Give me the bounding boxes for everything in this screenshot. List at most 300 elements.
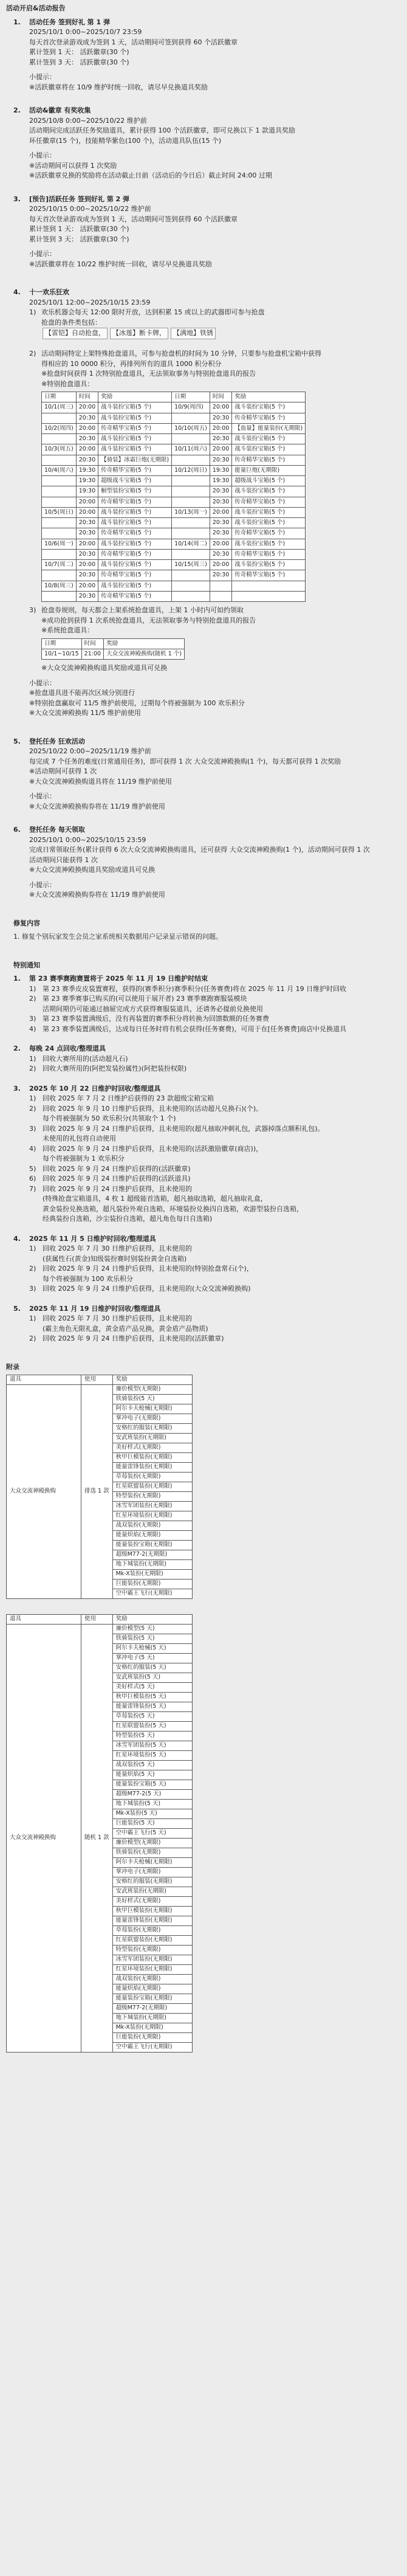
table-cell: 10/13(周一) [172, 507, 210, 517]
sub-number: 3) [29, 1124, 36, 1133]
activity-line: 每天首次登录游戏成为签到 1 天，活动期间可签到获得 60 个活跃徽章 [29, 215, 238, 223]
table-cell [172, 476, 210, 486]
table-cell [210, 581, 231, 591]
activity-line: 累计签到 3 天： 活跃徽章(30 个) [29, 58, 129, 66]
item-number: 3. [13, 1084, 21, 1093]
notice-item [13, 1234, 401, 1294]
sub-text: (特殊抢盘宝箱道具，4 枚 1 超级能首选箱，超凡抽取选箱，超凡抽取礼盒， [43, 1195, 267, 1203]
table-cell [172, 528, 210, 539]
sub-number: 1) [29, 308, 36, 316]
sub-number: 6) [29, 1175, 36, 1183]
reward-entry: 美好样式(无期限) [112, 1443, 192, 1453]
item-title-text: 2025 年 11 月 19 日维护时回收/整理道具 [29, 1304, 161, 1313]
sub-text: 第 23 赛季皮皮装置赛程，获得的(赛季积分)赛季积分(任务赛费)将在 2025 年 11 月 19 日维护时回收 [43, 984, 347, 993]
table-row [42, 444, 306, 455]
activity-line: 完成日常领取任务(累计获得 6 次大众交流神殿换购道具，还可获得 大众交流神殿换购(1 个)，活动期间可获得 1 次 [29, 846, 370, 854]
table-cell: 10/6(周一) [42, 539, 77, 549]
table-cell: 战斗装扮宝箱(5 个) [98, 402, 172, 413]
sub-text: 经典装扮自选箱，沙尘装扮自选箱，超凡角色每日自选箱) [43, 1215, 213, 1223]
activity-line: ※大众交流神殿换购道具将在 11/19 维护前使用 [29, 777, 172, 786]
item-title-text: 第 23 赛季赛跑赛置将于 2025 年 11 月 19 日维护时结束 [29, 975, 208, 982]
activity-line: 2025/10/15 0:00~2025/10/22 维护前 [29, 205, 151, 213]
reward-entry: 秋甲巨模装扮(无期限) [112, 1906, 192, 1916]
item-title-text: 登托任务 每天领取 [29, 826, 85, 834]
reward-entry: 秋甲巨模装扮(5 天) [112, 1692, 192, 1702]
reward-entry: 空中霸王飞行(无期限) [112, 1589, 192, 1599]
table-row [42, 560, 306, 570]
table-cell [232, 581, 306, 591]
table-cell: 战斗装扮宝箱(5 个) [98, 581, 172, 591]
reward-entry: Mk-X装扮(无期限) [112, 2023, 192, 2032]
sub-text: 回收 2025 年 7 月 30 日维护后获得，且未使用的 [43, 1245, 192, 1252]
table-cell: 战斗装扮宝箱(5 个) [98, 413, 172, 423]
table-header-cell: 时间 [76, 392, 98, 402]
notice-sub-line [43, 1324, 401, 1335]
notice-sub-line [29, 1014, 401, 1024]
reward-entry: 安武班装扮(5 天) [112, 1673, 192, 1682]
reward-entry: 红星联盟装扮(5 天) [112, 1721, 192, 1731]
sub-text: 欢乐机器会每天 12:00 限时开放，达到积累 15 或以上的武器即可参与抢盘 [41, 308, 265, 316]
table-cell: 20:00 [210, 402, 231, 413]
rule-tag: 【满地】铁锈 [171, 328, 216, 339]
reward-header-cell: 道具 [7, 1375, 81, 1385]
table-row [42, 549, 306, 559]
reward-entry: 超级M77-2(无期限) [112, 2003, 192, 2013]
rule-tag: 【冰莲】断卡牌， [110, 328, 168, 339]
table-cell [172, 497, 210, 507]
activity-line: 累计签到 1 天： 活跃徽章(30 个) [29, 48, 129, 56]
table-cell [172, 591, 210, 601]
table-cell: 19:30 [76, 465, 98, 475]
reward-header-cell: 使用 [81, 1375, 113, 1385]
table-cell: 能量巨炮(无期限) [232, 465, 306, 475]
sub-text: 回收 2025 年 9 月 10 日维护后获得，且未使用的(活动超凡兑换石)(个)。 [43, 1104, 263, 1113]
table-cell [42, 570, 77, 581]
table-cell: 战斗装扮宝箱(5 个) [98, 539, 172, 549]
special-notice-title: 特别通知 [13, 961, 40, 969]
reward-entry: 美好样式(无期限) [112, 1896, 192, 1906]
item-number: 2. [13, 106, 21, 114]
table-cell: 传奇精华宝箱(5 个) [98, 549, 172, 559]
holiday-sub-line [29, 349, 401, 359]
table-cell: 10/7(周二) [42, 560, 77, 570]
holiday-sub-line [29, 308, 401, 318]
table-cell: 传奇精华宝箱(5 个) [98, 497, 172, 507]
notice-sub-line [43, 1274, 401, 1285]
sub-text: 回收 2025 年 7 月 30 日维护后获得，且未使用的 [43, 1314, 192, 1322]
holiday-section [13, 288, 401, 719]
activity-title [13, 825, 401, 835]
item-number: 4. [13, 288, 21, 296]
table-cell: 20:30 [76, 413, 98, 423]
reward-entry: 能量炽焰(5 天) [112, 1770, 192, 1780]
appendix-title: 附录 [6, 1362, 19, 1371]
reward-entry: 空中霸王飞行(5 天) [112, 1828, 192, 1838]
reward-entry: 掌冲电子(无期限) [112, 1414, 192, 1424]
table-cell [172, 434, 210, 444]
table-row [42, 413, 306, 423]
sub-text: 黄金装扮兑换选箱，超凡装扮外观自选箱，环境装扮兑换四自选箱，欢游型装扮自选箱， [43, 1204, 303, 1213]
reward-header-cell: 使用 [81, 1614, 113, 1624]
sub-text: 回收 2025 年 9 月 24 日维护后获得的(活跃道具) [43, 1175, 191, 1183]
sub-number: 7) [29, 1184, 36, 1193]
tip-line: ※特别抢盘赢取可 11/5 维护前使用，过期每个将被强制为 100 欢乐积分 [29, 699, 245, 707]
table-cell: 20:30 [210, 528, 231, 539]
table-cell [172, 455, 210, 465]
table-cell: 20:30 [210, 434, 231, 444]
item-title-text: [预告]活跃任务 签到好礼 第 2 弹 [29, 195, 130, 203]
table-cell: 10/11(周六) [172, 444, 210, 455]
activity-line: 累计签到 1 天： 活跃徽章(30 个) [29, 225, 129, 233]
table-row [42, 539, 306, 549]
table-cell: 战斗装扮宝箱(5 个) [98, 444, 172, 455]
activity-line: 2025/10/1 0:00~2025/10/15 23:59 [29, 835, 146, 844]
notice-item [13, 974, 401, 1034]
reward-usage: 随机 1 款 [81, 1624, 113, 2052]
table-cell: 超级战斗宝箱(5 个) [232, 476, 306, 486]
table-cell: 20:30 [210, 549, 231, 559]
table-cell: 传奇精华宝箱(5 个) [98, 423, 172, 433]
sub-number: 1) [29, 984, 36, 993]
table-cell [42, 591, 77, 601]
reward-entry: 超级M77-2(无期限) [112, 1550, 192, 1560]
sub-text: (获属性石(黄金)知级装扮赛时别装扮黄金自选箱) [43, 1254, 187, 1263]
reward-entry: 草莓装扮(无期限) [112, 1925, 192, 1935]
table-cell: 20:30 [210, 518, 231, 528]
activity-item [13, 825, 401, 900]
reward-entry: 特型装扮(无期限) [112, 1945, 192, 1955]
table-cell [172, 570, 210, 581]
activity-line: 累计签到 3 天： 活跃徽章(30 个) [29, 235, 129, 243]
activity-line: 环任徽章(15 个)，技能精华紫色(100 个)，活动道具队伍(15 个) [29, 136, 222, 145]
reward-entry: 巨能装扮(5 天) [112, 1818, 192, 1828]
table-cell: 传奇精华宝箱(5 个) [98, 570, 172, 581]
activity-line: 活动期间完成活跃任务奖励道具，累计获得 100 个活跃徽章，即可兑换以下 1 款道具奖励 [29, 126, 295, 134]
table-cell: 20:30 [210, 486, 231, 497]
table-cell [172, 413, 210, 423]
reward-entry: 安格红的服装(5 天) [112, 1663, 192, 1673]
reward-item-name: 大众交流神殿换购 [7, 1624, 81, 2052]
notice-sub-line [43, 1254, 401, 1265]
sub-text: 未使用的礼包将自动使用 [43, 1134, 116, 1142]
reward-entry: 地下城装扮(无期限) [112, 2013, 192, 2023]
reward-entry: 特型装扮(无期限) [112, 1492, 192, 1502]
table-cell: 战斗装扮宝箱(5 个) [232, 434, 306, 444]
table-cell: 传奇精华宝箱(5 个) [232, 413, 306, 423]
table-cell [42, 455, 77, 465]
table-header-cell: 日期 [42, 392, 77, 402]
table-cell: 20:30 [76, 455, 98, 465]
table-cell: 战斗装扮宝箱(5 个) [98, 434, 172, 444]
table-header-cell: 日期 [42, 638, 82, 649]
reward-entry: 能量炽焰(无期限) [112, 1531, 192, 1541]
table-cell: 20:00 [76, 423, 98, 433]
item-title-text: 登托任务 狂欢活动 [29, 737, 85, 745]
table-cell: 战斗装扮宝箱(5 个) [232, 518, 306, 528]
reward-entry: 草莓装扮(无期限) [112, 1473, 192, 1482]
table-cell: 20:00 [76, 402, 98, 413]
fix-note-line: 1. 修复个别玩家发生会员之家系统相关数据用户记录显示错误的问题。 [13, 933, 222, 941]
reward-usage: 排选 1 款 [81, 1385, 113, 1599]
appendix-section [6, 1362, 401, 2053]
sub-text: 活动期间特定上架特殊抢盘道具，可参与抢盘机的时间为 10 分钟，只要参与抢盘机宝箱中获得 [41, 350, 321, 357]
reward-row [7, 1385, 193, 1395]
sub-number: 2) [29, 1335, 36, 1342]
activity-title [13, 106, 401, 116]
notice-sub-line [29, 984, 401, 995]
reward-header-cell: 奖励 [112, 1375, 192, 1385]
sub-text: 回收 2025 年 7 月 2 日维护后获得的 23 款超级宝箱宝箱 [43, 1094, 214, 1102]
reward-entry: 阿尔卡夫枪械(无期限) [112, 1857, 192, 1867]
sub-text: 回收 2025 年 9 月 24 日维护后获得，且未使用的(超凡抽取冲刺礼包，武器掉落点额积礼包)。 [43, 1124, 324, 1133]
reward-entry: 铁骑装扮(无期限) [112, 1848, 192, 1857]
table-cell: 10/1(周三) [42, 402, 77, 413]
table-cell: 19:30 [76, 476, 98, 486]
holiday-sub-line: ※抢盘时间获得 1 次特别抢盘道具，无法领取事务与特别抢盘道具的报告 [41, 370, 256, 378]
notice-sub-line [29, 1144, 401, 1155]
table-cell: 20:00 [210, 423, 231, 433]
sub-text: 活期间期仍可能通过抽屉完成方式获得赛服装道具，还请务必提前兑换使用 [43, 1004, 263, 1013]
reward-entry: 冰雪军团装扮(无期限) [112, 1955, 192, 1964]
table-cell: 20:30 [210, 413, 231, 423]
item-title-text: 每晚 24 点回收/整理道具 [29, 1045, 106, 1052]
holiday-sub-line: ※系统抢盘道具： [41, 626, 94, 634]
table-cell [172, 486, 210, 497]
notice-sub-line [29, 1164, 401, 1175]
table-row [42, 649, 185, 659]
activity-line: ※大众交流神殿换购道具奖励或道具可兑换 [29, 866, 156, 874]
reward-entry: 能量雷锋装扮(无期限) [112, 1916, 192, 1925]
reward-entry: 能量装扮宝箱(无期限) [112, 1994, 192, 2003]
tip-line: ※大众交流神殿换购券将在 11/19 维护前使用 [29, 891, 165, 899]
table-cell [42, 434, 77, 444]
table-cell: 战斗装扮宝箱(5 个) [232, 560, 306, 570]
sub-number: 5) [29, 1164, 36, 1173]
rule-tags [41, 328, 401, 339]
table-cell: 20:00 [76, 444, 98, 455]
sub-number: 2) [29, 1265, 36, 1272]
holiday-sub-line: 抢盘的条件类包括： [41, 318, 101, 326]
notice-sub-line [29, 1124, 401, 1134]
table-cell [42, 549, 77, 559]
notice-item [13, 1084, 401, 1224]
tip-line: ※活跃徽章将在 10/22 维护时统一回收，请尽早兑换道具奖励 [29, 260, 212, 268]
notice-item-title [13, 1044, 401, 1054]
table-cell [42, 476, 77, 486]
reward-entry: 空中霸王飞行(无期限) [112, 2042, 192, 2052]
item-title-text: 活动任务 签到好礼 第 1 弹 [29, 18, 110, 26]
table-cell: 10/5(周日) [42, 507, 77, 517]
table-header-cell: 奖励 [232, 392, 306, 402]
table-row [42, 591, 306, 601]
table-cell [42, 497, 77, 507]
tip-line: ※活动期间可以获得 1 次奖励 [29, 161, 117, 170]
notice-sub-line [29, 1054, 401, 1065]
notice-item-title [13, 1084, 401, 1094]
special-notice-section [13, 961, 401, 1344]
table-cell: 大众交流神殿换购(随机 1 个) [104, 649, 185, 659]
sub-text: 第 23 赛季装置满级后，没有再装置的赛季积分将转换为回馈数额的任务赛费 [43, 1015, 269, 1023]
reward-entry: Mk-X装扮(无期限) [112, 1570, 192, 1580]
table-row [42, 465, 306, 475]
table-note: ※大众交流神殿换购道具奖励或道具可兑换 [41, 664, 168, 672]
tip-line: ※活跃徽章兑换的奖励将在活动截止日前（活动后的今日后）截止时间 24:00 过期 [29, 171, 272, 179]
tip-line: ※抢盘道具进不能再次区域分别进行 [29, 689, 135, 697]
reward-entry: 冰雪军团装扮(5 天) [112, 1741, 192, 1750]
notice-sub-line [29, 1244, 401, 1254]
reward-entry: 红星环境装扮(无期限) [112, 1511, 192, 1521]
table-cell: 战斗装扮宝箱(5 个) [232, 486, 306, 497]
table-header-cell: 奖励 [98, 392, 172, 402]
sub-text: (霸主角色无限礼盒，黄金盾产品兑换，黄金盾产品物质) [43, 1324, 208, 1333]
reward-entry: 巨能装扮(无期限) [112, 1580, 192, 1589]
reward-entry: 地下城装扮(无期限) [112, 1560, 192, 1570]
table-cell: 传奇精华宝箱(5 个) [232, 528, 306, 539]
table-row [42, 518, 306, 528]
reward-entry: 廉价模型(无期限) [112, 1838, 192, 1848]
table-cell: 【骑装】冰霜巨炮(无期限) [98, 455, 172, 465]
reward-entry: 战双装扮(无期限) [112, 1974, 192, 1984]
table-cell: 20:30 [76, 570, 98, 581]
notice-item-title [13, 1234, 401, 1245]
reward-entry: 能量雷锋装扮(无期限) [112, 1463, 192, 1473]
item-number: 5. [13, 737, 21, 745]
reward-entry: 安格红的服装(无期限) [112, 1877, 192, 1887]
tips-title: 小提示： [29, 250, 56, 258]
system-draw-table [41, 638, 185, 660]
table-header-cell: 日期 [172, 392, 210, 402]
reward-entry: 能量装扮宝箱(5 天) [112, 1780, 192, 1789]
notice-sub-line [29, 1024, 401, 1035]
table-cell: 10/2(周四) [42, 423, 77, 433]
table-cell: 20:30 [210, 497, 231, 507]
sub-text: 回收 2025 年 9 月 24 日维护后获得的(活跃徽章) [43, 1164, 191, 1173]
special-draw-table [41, 392, 306, 602]
table-cell: 10/12(周日) [172, 465, 210, 475]
table-cell [42, 518, 77, 528]
table-cell: 10/8(周三) [42, 581, 77, 591]
table-cell: 20:30 [76, 434, 98, 444]
table-cell: 战斗装扮宝箱(5 个) [98, 518, 172, 528]
task-activities-section [13, 737, 401, 900]
sub-number: 1) [29, 1054, 36, 1063]
item-number: 4. [13, 1234, 21, 1243]
notice-sub-line [29, 1334, 401, 1344]
table-row [42, 497, 306, 507]
reward-entry: 红星联盟装扮(无期限) [112, 1935, 192, 1945]
table-cell: 传奇精华宝箱(5 个) [232, 549, 306, 559]
notice-sub-line [43, 1214, 401, 1224]
holiday-sub-line [29, 606, 401, 616]
reward-entry: 阿尔卡夫枪械(无期限) [112, 1404, 192, 1414]
activity-line: 每完成 7 个任务的难度(日常通用任务)，即可获得 1 次 大众交流神殿换购(1 个)，每天都可获得 1 次奖励 [29, 757, 341, 765]
table-cell: 【血量】能量装扮(无期限) [232, 423, 306, 433]
rule-tag: 【雷铠】自动抢盘， [43, 328, 108, 339]
table-cell: 10/3(周五) [42, 444, 77, 455]
sub-number: 3) [29, 1285, 36, 1293]
sub-number: 3) [29, 1015, 36, 1023]
table-cell: 战斗装扮宝箱(5 个) [232, 539, 306, 549]
sub-number: 1) [29, 1094, 36, 1102]
table-cell [42, 413, 77, 423]
table-cell [42, 528, 77, 539]
table-cell: 21:00 [81, 649, 103, 659]
table-cell: 传奇精华宝箱(5 个) [232, 570, 306, 581]
sub-text: 第 23 赛季赛事已购买的(可以使用于展开者) 23 赛季赛跑赛服装模块 [43, 995, 247, 1003]
holiday-sub-line: ※特别抢盘道具： [41, 379, 94, 388]
table-row [42, 455, 306, 465]
reward-entry: 草莓装扮(5 天) [112, 1711, 192, 1721]
item-title-text: 十一欢乐狂欢 [29, 288, 69, 296]
table-cell: 20:00 [210, 539, 231, 549]
notice-sub-line [43, 1194, 401, 1204]
table-cell [42, 486, 77, 497]
notice-sub-line [43, 1114, 401, 1124]
reward-entry: 超级M77-2(5 天) [112, 1789, 192, 1799]
sub-number: 2) [29, 1104, 36, 1113]
activity-title [13, 737, 401, 747]
tips-title: 小提示： [29, 73, 56, 81]
item-title-text: 2025 年 10 月 22 日维护时回收/整理道具 [29, 1084, 161, 1093]
sub-number: 2) [29, 1065, 36, 1072]
notice-sub-line [43, 1204, 401, 1215]
table-cell: 20:00 [210, 444, 231, 455]
reward-entry: 地下城装扮(5 天) [112, 1799, 192, 1809]
notice-sub-line [43, 1004, 401, 1015]
table-cell [172, 549, 210, 559]
item-number: 6. [13, 826, 21, 834]
table-row [42, 507, 306, 517]
sub-text: 回收 2025 年 9 月 24 日维护后获得，且未使用的(大众交流神殿换购) [43, 1285, 251, 1293]
table-header-cell: 奖励 [104, 638, 185, 649]
activity-title [13, 195, 401, 205]
holiday-sub-line: ※成功抢到获得 1 次系统抢盘道具，无法领取事务与特别抢盘道具的报告 [41, 616, 256, 624]
reward-entry: 战双装扮(5 天) [112, 1760, 192, 1770]
notice-sub-line [29, 1104, 401, 1114]
table-cell: 10/1~10/15 [42, 649, 82, 659]
table-cell: 20:00 [76, 560, 98, 570]
table-cell: 20:00 [210, 560, 231, 570]
sub-text: 第 23 赛季装置满级后，达成每日任务时将有机会获得(任务赛费)，可用于在[任务赛费]商店中兑换道具 [43, 1024, 347, 1033]
reward-table [6, 1375, 193, 1599]
reward-entry: 美好样式(5 天) [112, 1682, 192, 1692]
reward-entry: 安格红的服装(无期限) [112, 1424, 192, 1434]
reward-header-cell: 奖励 [112, 1614, 192, 1624]
table-cell: 20:30 [210, 570, 231, 581]
notice-item [13, 1044, 401, 1074]
tips-title: 小提示： [29, 679, 56, 687]
reward-entry: 巨能装扮(无期限) [112, 2032, 192, 2042]
table-cell: 19:30 [210, 465, 231, 475]
table-cell: 战斗装扮宝箱(5 个) [98, 507, 172, 517]
table-row [42, 476, 306, 486]
notice-sub-line [29, 1184, 401, 1195]
fix-notes-title: 修复内容 [13, 919, 40, 927]
holiday-sub-line: 得相应的 10 0000 积分，再排列所有的道具 1000 积分积分 [41, 359, 222, 368]
reward-entry: 铁骑装扮(5 天) [112, 1395, 192, 1404]
reward-entry: 红星联盟装扮(无期限) [112, 1482, 192, 1492]
table-cell: 战斗装扮宝箱(5 个) [232, 507, 306, 517]
notice-sub-line [29, 994, 401, 1004]
notice-item-title [13, 1304, 401, 1314]
sub-number: 4) [29, 1024, 36, 1033]
holiday-title [13, 288, 401, 298]
table-cell: 20:00 [76, 497, 98, 507]
table-row [42, 486, 306, 497]
reward-entry: 特型装扮(5 天) [112, 1731, 192, 1741]
table-cell [210, 591, 231, 601]
table-cell: 传奇精华宝箱(5 个) [232, 497, 306, 507]
